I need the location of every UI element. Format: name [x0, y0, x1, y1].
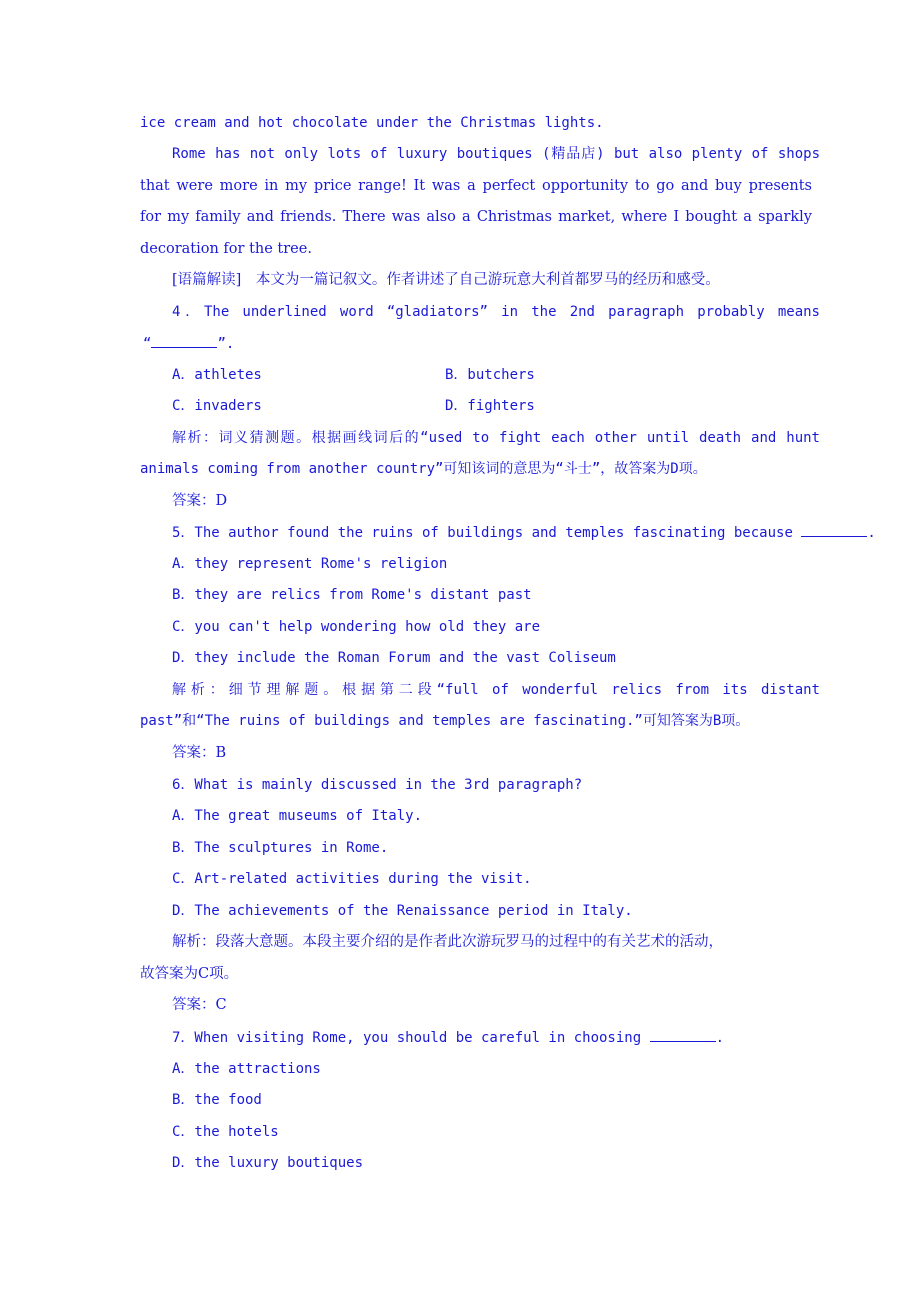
passage-line: Rome has not only lots of luxury boutiques (精品店) but also plenty of shops: [172, 146, 820, 162]
answer-blank: [801, 522, 867, 537]
passage-line: for my family and friends. There was also a Christmas market, where I bought a sparkly: [140, 209, 812, 225]
option-d: D．fighters: [445, 398, 535, 414]
question-4-options-row: [172, 396, 852, 416]
question-4-options-row: [172, 365, 852, 385]
option-b: B．The sculptures in Rome.: [172, 840, 389, 856]
option-d: D．the luxury boutiques: [172, 1155, 364, 1171]
question-4-stem: 4．The underlined word “gladiators” in the 2nd paragraph probably means: [172, 304, 820, 320]
answer-blank: [151, 333, 217, 348]
question-6-analysis: 解析：段落大意题。本段主要介绍的是作者此次游玩罗马的过程中的有关艺术的活动，: [172, 934, 723, 950]
question-5-answer: 答案：B: [172, 745, 227, 761]
option-d: D．The achievements of the Renaissance period in Italy.: [172, 903, 633, 919]
question-6-analysis: 故答案为C项。: [140, 966, 239, 982]
reading-note: [语篇解读] 本文为一篇记叙文。作者讲述了自己游玩意大利首都罗马的经历和感受。: [172, 272, 720, 288]
passage-line: decoration for the tree.: [140, 241, 312, 257]
question-5-analysis: past”和“The ruins of buildings and temples are fascinating.”可知答案为B项。: [140, 713, 750, 729]
question-6-answer: 答案：C: [172, 997, 227, 1013]
option-b: B．the food: [172, 1092, 262, 1108]
question-6-stem: 6．What is mainly discussed in the 3rd paragraph?: [172, 777, 583, 793]
question-4-analysis: 解析：词义猜测题。根据画线词后的“used to fight each other until death and hunt: [172, 430, 820, 446]
question-5-analysis: 解析：细节理解题。根据第二段“full of wonderful relics from its distant: [172, 682, 820, 698]
option-b: B．they are relics from Rome's distant past: [172, 587, 532, 603]
option-b: B．butchers: [445, 367, 535, 383]
question-5-stem: 5．The author found the ruins of buildings and temples fascinating because .: [172, 522, 852, 543]
option-a: A．the attractions: [172, 1061, 321, 1077]
question-4-stem-blank: “ ”.: [143, 333, 823, 354]
option-a: A．The great museums of Italy.: [172, 808, 423, 824]
passage-line: that were more in my price range! It was a perfect opportunity to go and buy presents: [140, 178, 812, 194]
option-c: C．Art-related activities during the visit.: [172, 871, 532, 887]
option-d: D．they include the Roman Forum and the vast Coliseum: [172, 650, 616, 666]
option-c: C．invaders: [172, 398, 262, 414]
option-c: C．the hotels: [172, 1124, 279, 1140]
passage-line: ice cream and hot chocolate under the Christmas lights.: [140, 115, 604, 131]
answer-blank: [650, 1027, 716, 1042]
question-4-analysis: animals coming from another country”可知该词的意思为“斗士”，故答案为D项。: [140, 461, 707, 477]
option-c: C．you can't help wondering how old they are: [172, 619, 541, 635]
question-7-stem: 7．When visiting Rome, you should be careful in choosing .: [172, 1027, 852, 1048]
option-a: A．athletes: [172, 367, 262, 383]
question-4-answer: 答案：D: [172, 493, 228, 509]
option-a: A．they represent Rome's religion: [172, 556, 448, 572]
